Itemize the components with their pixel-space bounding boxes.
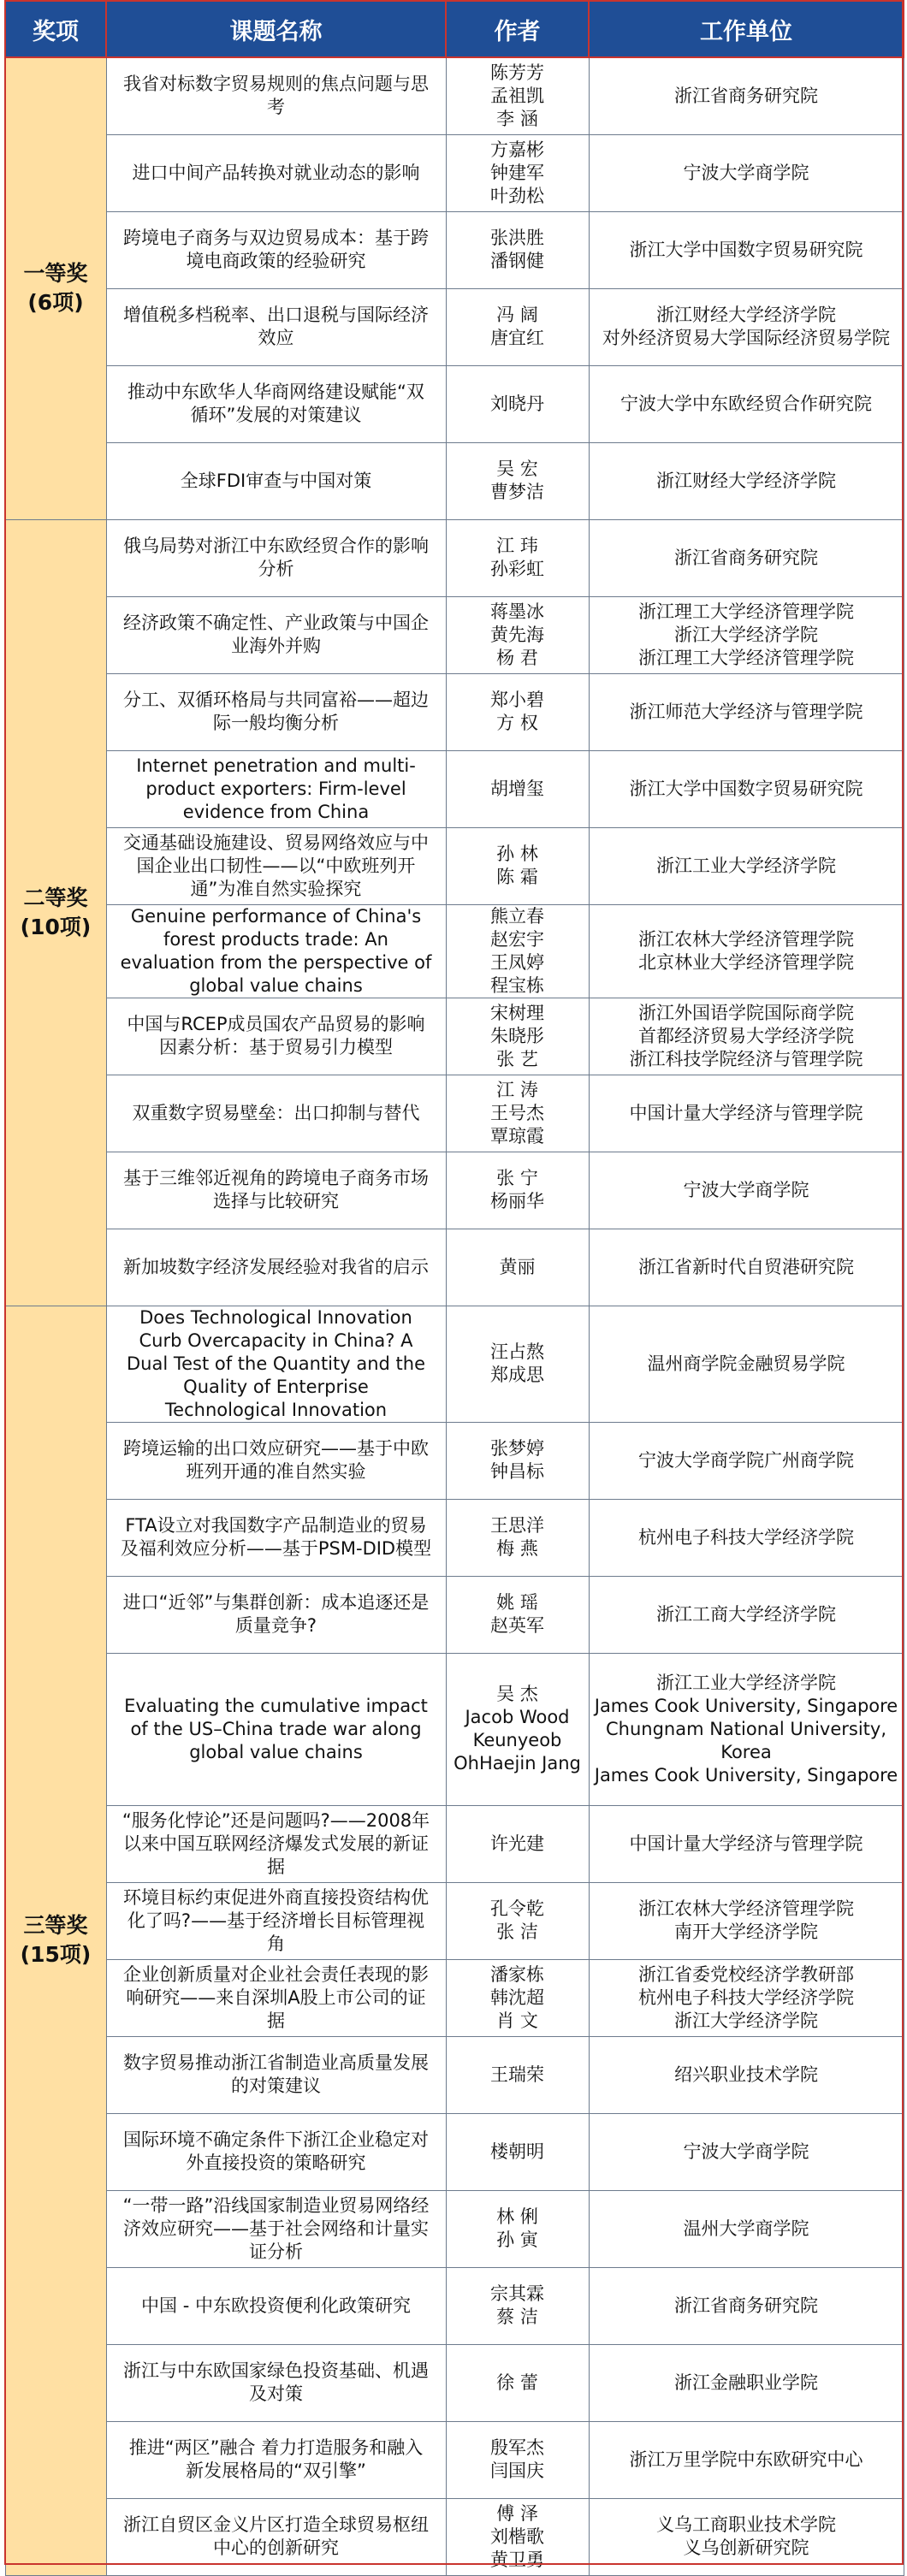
unit-cell: [589, 1075, 904, 1152]
header-award: 奖项: [5, 1, 106, 57]
table-row: [5, 904, 904, 998]
authors-cell: [446, 519, 589, 596]
authors-cell: [446, 1653, 589, 1805]
unit-name: 对外经济贸易大学国际经济贸易学院: [602, 328, 890, 348]
table-row: [5, 2113, 904, 2190]
unit-name: 浙江省新时代自贸港研究院: [638, 1256, 854, 1277]
unit-cell: [589, 998, 904, 1075]
unit-cell: [589, 2113, 904, 2190]
topic-title: 交通基础设施建设、贸易网络效应与中国企业出口韧性——以“中欧班列开通”为准自然实验探究: [106, 827, 446, 904]
unit-cell: [589, 673, 904, 750]
author-name: 钟建军: [490, 162, 544, 183]
unit-cell: [589, 1576, 904, 1653]
unit-name: 浙江工业大学经济学院: [656, 1672, 836, 1693]
authors-cell: [446, 750, 589, 827]
authors-cell: [446, 596, 589, 673]
author-name: 楼朝明: [490, 2141, 544, 2162]
unit-name: 北京林业大学经济管理学院: [638, 951, 854, 973]
unit-name: 宁波大学商学院广州商学院: [638, 1449, 854, 1471]
authors-cell: [446, 2113, 589, 2190]
unit-cell: [589, 1653, 904, 1805]
authors-cell: [446, 1805, 589, 1882]
award-name: 二等奖: [23, 885, 88, 910]
authors-cell: [446, 288, 589, 365]
topic-title: 企业创新质量对企业社会责任表现的影响研究——来自深圳A股上市公司的证据: [106, 1959, 446, 2036]
table-row: [5, 1075, 904, 1152]
author-name: 王凤婷: [490, 951, 544, 973]
table-row: [5, 1882, 904, 1959]
unit-name: 杭州电子科技大学经济学院: [638, 1526, 854, 1548]
authors-cell: [446, 57, 589, 134]
header-author: 作者: [446, 1, 589, 57]
authors-cell: [446, 211, 589, 288]
table-row: [5, 1422, 904, 1499]
author-name: 黄卫勇: [490, 2549, 544, 2570]
unit-cell: [589, 1805, 904, 1882]
topic-title: 跨境电子商务与双边贸易成本：基于跨境电商政策的经验研究: [106, 211, 446, 288]
topic-title: 全球FDI审查与中国对策: [106, 442, 446, 519]
unit-cell: [589, 596, 904, 673]
author-name: 郑成思: [490, 1365, 544, 1385]
unit-cell: [589, 288, 904, 365]
topic-title: 新加坡数字经济发展经验对我省的启示: [106, 1229, 446, 1306]
author-name: 殷军杰: [490, 2437, 544, 2458]
table-row: [5, 365, 904, 442]
table-row: [5, 1576, 904, 1653]
authors-cell: [446, 673, 589, 750]
unit-name: 浙江省商务研究院: [674, 547, 818, 568]
author-name: 刘晓丹: [490, 393, 544, 414]
author-name: 张 艺: [496, 1048, 538, 1069]
authors-cell: [446, 2190, 589, 2267]
authors-cell: [446, 442, 589, 519]
authors-cell: [446, 998, 589, 1075]
unit-cell: [589, 1229, 904, 1306]
award-name: 三等奖: [23, 1913, 88, 1938]
award-count: (10项): [20, 914, 92, 939]
author-name: 王思洋: [490, 1515, 544, 1536]
table-row: [5, 673, 904, 750]
table-row: [5, 998, 904, 1075]
topic-title: 推进“两区”融合 着力打造服务和融入新发展格局的“双引擎”: [106, 2421, 446, 2498]
header-row: [5, 1, 904, 57]
authors-cell: [446, 1075, 589, 1152]
topic-title: 跨境运输的出口效应研究——基于中欧班列开通的准自然实验: [106, 1422, 446, 1499]
unit-name: 浙江理工大学经济管理学院: [638, 601, 854, 622]
table-row: [5, 2344, 904, 2421]
author-name: 许光建: [490, 1833, 544, 1854]
author-name: 肖 文: [496, 2010, 538, 2031]
header-title: 课题名称: [106, 1, 446, 57]
unit-name: 浙江农林大学经济管理学院: [638, 1898, 854, 1919]
author-name: 钟昌标: [490, 1461, 544, 1482]
unit-name: 绍兴职业技术学院: [674, 2064, 818, 2085]
author-name: 蔡 洁: [496, 2307, 538, 2327]
author-name: 唐宜红: [490, 328, 544, 348]
table-row: [5, 211, 904, 288]
authors-cell: [446, 827, 589, 904]
author-name: 张洪胜: [490, 228, 544, 248]
author-name: 曹梦洁: [490, 482, 544, 502]
author-name: 张梦婷: [490, 1438, 544, 1459]
author-name: 赵宏宇: [490, 928, 544, 950]
authors-cell: [446, 365, 589, 442]
awards-sheet: [4, 0, 903, 2570]
topic-title: “服务化悖论”还是问题吗?——2008年以来中国互联网经济爆发式发展的新证据: [106, 1805, 446, 1882]
author-name: 叶劲松: [490, 185, 544, 206]
table-row: [5, 1152, 904, 1229]
unit-cell: [589, 1882, 904, 1959]
unit-name: 浙江工商大学经济学院: [656, 1603, 836, 1625]
award-name: 一等奖: [23, 261, 88, 287]
author-name: 宋树理: [490, 1002, 544, 1023]
author-name: 江 玮: [496, 536, 538, 556]
authors-cell: [446, 1306, 589, 1422]
unit-name: 中国计量大学经济与管理学院: [629, 1833, 863, 1854]
author-name: 王号杰: [490, 1102, 544, 1123]
unit-cell: [589, 211, 904, 288]
table-row: [5, 827, 904, 904]
table-row: [5, 2036, 904, 2113]
authors-cell: [446, 1959, 589, 2036]
table-row: [5, 134, 904, 211]
unit-name: James Cook University, Singapore: [594, 1764, 898, 1785]
award-count: (15项): [20, 1942, 92, 1967]
unit-name: 浙江省委党校经济学教研部: [638, 1963, 854, 1985]
unit-cell: [589, 904, 904, 998]
header-unit: 工作单位: [589, 1, 904, 57]
unit-name: 浙江省商务研究院: [674, 85, 818, 106]
unit-name: 浙江金融职业学院: [674, 2372, 818, 2393]
author-name: 孙彩虹: [490, 559, 544, 579]
authors-cell: [446, 1882, 589, 1959]
topic-title: 浙江与中东欧国家绿色投资基础、机遇及对策: [106, 2344, 446, 2421]
author-name: 蒋墨冰: [490, 601, 544, 622]
unit-name: 义乌工商职业技术学院: [656, 2514, 836, 2535]
authors-cell: [446, 2036, 589, 2113]
unit-cell: [589, 827, 904, 904]
unit-cell: [589, 2036, 904, 2113]
author-name: 孙 林: [496, 844, 538, 864]
unit-name: 宁波大学商学院: [683, 1179, 809, 1200]
topic-title: Does Technological Innovation Curb Overcapacity in China? A Dual Test of the Quantity and the Quality of Enterprise Technological Innovation: [106, 1306, 446, 1422]
unit-name: 浙江大学中国数字贸易研究院: [629, 239, 863, 260]
author-name: 吴 宏: [496, 459, 538, 479]
author-name: 江 涛: [496, 1079, 538, 1100]
author-name: 黄先海: [490, 624, 544, 645]
table-row: [5, 1959, 904, 2036]
author-name: 傅 泽: [496, 2502, 538, 2524]
unit-name: 温州大学商学院: [683, 2218, 809, 2239]
unit-cell: [589, 519, 904, 596]
topic-title: 浙江自贸区金义片区打造全球贸易枢纽中心的创新研究: [106, 2498, 446, 2575]
author-name: 孔令乾: [490, 1898, 544, 1919]
unit-name: 浙江财经大学经济学院: [656, 305, 836, 325]
author-name: 张 宁: [496, 1168, 538, 1188]
unit-cell: [589, 2421, 904, 2498]
topic-title: 分工、双循环格局与共同富裕——超边际一般均衡分析: [106, 673, 446, 750]
topic-title: “一带一路”沿线国家制造业贸易网络经济效应研究——基于社会网络和计量实证分析: [106, 2190, 446, 2267]
author-name: 覃琼霞: [490, 1125, 544, 1146]
author-name: 冯 阔: [496, 305, 538, 325]
unit-cell: [589, 442, 904, 519]
author-name: 胡增玺: [490, 778, 544, 799]
awards-table: [4, 0, 904, 2576]
table-row: [5, 442, 904, 519]
table-row: [5, 1229, 904, 1306]
table-row: [5, 1805, 904, 1882]
topic-title: Internet penetration and multi-product exporters: Firm-level evidence from China: [106, 750, 446, 827]
author-name: 赵英军: [490, 1615, 544, 1636]
author-name: 陈芳芳: [490, 62, 544, 83]
unit-name: James Cook University, Singapore: [594, 1695, 898, 1716]
author-name: 李 涵: [496, 108, 538, 129]
author-name: 林 俐: [496, 2206, 538, 2227]
unit-cell: [589, 750, 904, 827]
topic-title: FTA设立对我国数字产品制造业的贸易及福利效应分析——基于PSM-DID模型: [106, 1499, 446, 1576]
table-row: [5, 2267, 904, 2344]
topic-title: 双重数字贸易壁垒：出口抑制与替代: [106, 1075, 446, 1152]
unit-name: 首都经济贸易大学经济学院: [638, 1025, 854, 1046]
unit-name: 南开大学经济学院: [674, 1922, 818, 1942]
author-name: 程宝栋: [490, 974, 544, 996]
table-row: [5, 1499, 904, 1576]
awards-body: [5, 57, 904, 2575]
unit-name: 杭州电子科技大学经济学院: [638, 1987, 854, 2008]
authors-cell: [446, 2267, 589, 2344]
author-name: 潘家栋: [490, 1963, 544, 1985]
unit-cell: [589, 1306, 904, 1422]
unit-name: 温州商学院金融贸易学院: [647, 1353, 845, 1374]
unit-name: 宁波大学商学院: [683, 2141, 809, 2162]
topic-title: 进口“近邻”与集群创新：成本追逐还是质量竞争?: [106, 1576, 446, 1653]
topic-title: 俄乌局势对浙江中东欧经贸合作的影响分析: [106, 519, 446, 596]
author-name: 汪占熬: [490, 1341, 544, 1362]
table-row: [5, 2421, 904, 2498]
authors-cell: [446, 1229, 589, 1306]
unit-cell: [589, 2267, 904, 2344]
unit-cell: [589, 1499, 904, 1576]
author-name: 朱晓彤: [490, 1025, 544, 1046]
table-row: [5, 2190, 904, 2267]
award-count: (6项): [27, 290, 84, 316]
author-name: 杨 君: [496, 647, 538, 668]
author-name: 孟祖凯: [490, 85, 544, 106]
author-name: 闫国庆: [490, 2461, 544, 2481]
topic-title: 推动中东欧华人华商网络建设赋能“双循环”发展的对策建议: [106, 365, 446, 442]
unit-cell: [589, 365, 904, 442]
award-cell: [5, 1306, 106, 2575]
author-name: 吴 杰: [496, 1684, 538, 1704]
unit-name: 浙江大学经济学院: [674, 2010, 818, 2031]
authors-cell: [446, 1499, 589, 1576]
unit-cell: [589, 1152, 904, 1229]
authors-cell: [446, 1152, 589, 1229]
author-name: 徐 蕾: [496, 2372, 538, 2393]
topic-title: 环境目标约束促进外商直接投资结构优化了吗?——基于经济增长目标管理视角: [106, 1882, 446, 1959]
author-name: 陈 霜: [496, 867, 538, 887]
authors-cell: [446, 134, 589, 211]
unit-name: 浙江工业大学经济学院: [656, 855, 836, 876]
topic-title: 进口中间产品转换对就业动态的影响: [106, 134, 446, 211]
author-name: 郑小碧: [490, 690, 544, 710]
author-name: 潘钢健: [490, 251, 544, 271]
topic-title: 基于三维邻近视角的跨境电子商务市场选择与比较研究: [106, 1152, 446, 1229]
unit-name: 浙江财经大学经济学院: [656, 470, 836, 491]
table-row: [5, 750, 904, 827]
unit-name: 浙江科技学院经济与管理学院: [629, 1048, 863, 1069]
table-row: [5, 596, 904, 673]
unit-name: 浙江农林大学经济管理学院: [638, 928, 854, 950]
authors-cell: [446, 904, 589, 998]
award-cell: [5, 57, 106, 519]
authors-cell: [446, 2421, 589, 2498]
topic-title: 增值税多档税率、出口退税与国际经济效应: [106, 288, 446, 365]
unit-cell: [589, 1422, 904, 1499]
unit-name: 浙江万里学院中东欧研究中心: [629, 2449, 863, 2470]
author-name: 姚 瑶: [496, 1592, 538, 1613]
author-name: 孙 寅: [496, 2230, 538, 2250]
author-name: 方 权: [496, 713, 538, 733]
author-name: 韩沈超: [490, 1987, 544, 2008]
topic-title: 经济政策不确定性、产业政策与中国企业海外并购: [106, 596, 446, 673]
author-name: 张 洁: [496, 1922, 538, 1942]
unit-name: 浙江大学经济学院: [674, 624, 818, 645]
topic-title: 我省对标数字贸易规则的焦点问题与思考: [106, 57, 446, 134]
table-row: [5, 1306, 904, 1422]
authors-cell: [446, 2344, 589, 2421]
unit-cell: [589, 1959, 904, 2036]
unit-cell: [589, 134, 904, 211]
table-row: [5, 519, 904, 596]
unit-name: 浙江外国语学院国际商学院: [638, 1002, 854, 1023]
table-row: [5, 57, 904, 134]
topic-title: 中国 - 中东欧投资便利化政策研究: [106, 2267, 446, 2344]
unit-cell: [589, 2344, 904, 2421]
author-name: 杨丽华: [490, 1191, 544, 1211]
topic-title: 国际环境不确定条件下浙江企业稳定对外直接投资的策略研究: [106, 2113, 446, 2190]
topic-title: 中国与RCEP成员国农产品贸易的影响因素分析：基于贸易引力模型: [106, 998, 446, 1075]
unit-name: 浙江理工大学经济管理学院: [638, 647, 854, 668]
unit-name: 宁波大学中东欧经贸合作研究院: [620, 393, 872, 414]
table-row: [5, 1653, 904, 1805]
unit-name: 浙江省商务研究院: [674, 2295, 818, 2316]
topic-title: Genuine performance of China's forest products trade: An evaluation from the perspective of global value chains: [106, 904, 446, 998]
unit-cell: [589, 2190, 904, 2267]
award-cell: [5, 519, 106, 1306]
authors-cell: [446, 1576, 589, 1653]
unit-name: 宁波大学商学院: [683, 162, 809, 183]
author-name: 熊立春: [490, 905, 544, 927]
author-name: 黄丽: [499, 1256, 536, 1277]
author-name: 方嘉彬: [490, 139, 544, 160]
unit-name: 义乌创新研究院: [683, 2538, 809, 2558]
authors-cell: [446, 1422, 589, 1499]
table-row: [5, 288, 904, 365]
author-name: 梅 燕: [496, 1538, 538, 1559]
unit-cell: [589, 57, 904, 134]
unit-name: 中国计量大学经济与管理学院: [629, 1102, 863, 1123]
unit-name: Chungnam National University, Korea: [605, 1718, 887, 1762]
author-name: 王瑞荣: [490, 2064, 544, 2085]
topic-title: 数字贸易推动浙江省制造业高质量发展的对策建议: [106, 2036, 446, 2113]
author-name: Jacob Wood: [465, 1707, 570, 1727]
author-name: Keunyeob: [472, 1730, 562, 1750]
author-name: 宗其霖: [490, 2283, 544, 2304]
topic-title: Evaluating the cumulative impact of the US–China trade war along global value chains: [106, 1653, 446, 1805]
unit-name: 浙江大学中国数字贸易研究院: [629, 778, 863, 799]
author-name: 刘楷歌: [490, 2526, 544, 2547]
unit-name: 浙江师范大学经济与管理学院: [629, 701, 863, 722]
author-name: OhHaejin Jang: [454, 1753, 581, 1774]
